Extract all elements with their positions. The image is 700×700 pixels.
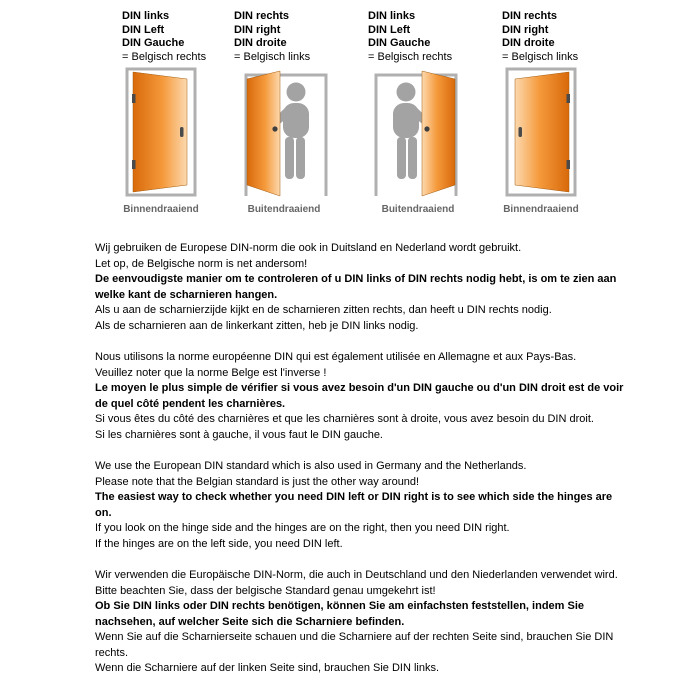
belgian-note: = Belgisch links (234, 50, 311, 63)
open-door-person-left-icon (234, 67, 334, 197)
paragraph-french (95, 350, 625, 443)
din-column-left-inward (122, 10, 207, 215)
closed-door-hinge-right-icon (505, 67, 577, 197)
text-line: Als u aan de scharnierzijde kijkt en de scharnieren zitten rechts, dan heeft u DIN rechts nodig. (95, 304, 552, 316)
hinge-bottom-icon (132, 160, 136, 169)
din-label-nl: DIN rechts (502, 10, 558, 22)
din-label-nl: DIN links (368, 10, 416, 22)
din-column-right-inward (502, 10, 580, 215)
text-line: If the hinges are on the left side, you need DIN left. (95, 537, 343, 550)
door-illustration (234, 67, 334, 197)
din-label-en: DIN right (234, 23, 281, 36)
text-line-bold: De eenvoudigste manier om te controleren of u DIN links of DIN rechts nodig hebt, is om te zien aan welke kant de scharnieren hangen. (95, 273, 617, 301)
hinge-top-icon (132, 94, 136, 103)
diagram-caption: Binnendraaiend (503, 204, 579, 215)
text-line: We use the European DIN standard which is also used in Germany and the Netherlands. (95, 460, 527, 472)
text-line-bold: The easiest way to check whether you need DIN left or DIN right is to see which side the hinges are on. (95, 491, 613, 519)
din-column-left-outward (368, 10, 468, 215)
door-illustration (502, 67, 580, 197)
text-line: Als de scharnieren aan de linkerkant zitten, heb je DIN links nodig. (95, 319, 419, 332)
closed-door-hinge-left-icon (125, 67, 197, 197)
text-line-bold: Ob Sie DIN links oder DIN rechts benötigen, können Sie am einfachsten feststellen, indem Sie nachsehen, auf welcher Seite sich die Scharniere befinden. (95, 600, 585, 628)
belgian-note: = Belgisch links (502, 50, 579, 63)
belgian-note: = Belgisch rechts (368, 50, 453, 63)
din-label-fr: DIN Gauche (122, 37, 185, 49)
din-label-en: DIN Left (368, 23, 411, 36)
text-line: Please note that the Belgian standard is just the other way around! (95, 475, 420, 488)
din-labels (502, 10, 580, 64)
door-handle-icon (180, 127, 184, 137)
din-label-fr: DIN droite (234, 37, 287, 49)
door-panel (515, 72, 569, 192)
paragraph-dutch (95, 241, 625, 334)
door-panel (247, 71, 280, 196)
text-line: Wir verwenden die Europäische DIN-Norm, die auch in Deutschland und den Niederlanden verwendet wird. (95, 569, 618, 581)
text-line: If you look on the hinge side and the hinges are on the right, then you need DIN right. (95, 522, 510, 534)
explanation-text-block (95, 241, 625, 677)
text-line: Veuillez noter que la norme Belge est l'inverse ! (95, 366, 327, 379)
din-label-nl: DIN links (122, 10, 170, 22)
door-handle-icon (424, 126, 429, 131)
diagram-caption: Binnendraaiend (123, 204, 199, 215)
door-panel (422, 71, 455, 196)
din-labels (368, 10, 468, 64)
belgian-note: = Belgisch rechts (122, 50, 207, 63)
din-label-en: DIN Left (122, 23, 165, 36)
hinge-top-icon (567, 94, 571, 103)
paragraph-german (95, 568, 625, 677)
text-line: Bitte beachten Sie, dass der belgische Standard genau umgekehrt ist! (95, 584, 436, 597)
paragraph-english (95, 459, 625, 552)
din-labels (234, 10, 334, 64)
din-labels (122, 10, 207, 64)
door-diagram-row (0, 10, 700, 215)
din-label-fr: DIN droite (502, 37, 555, 49)
door-handle-icon (272, 126, 277, 131)
door-panel (133, 72, 187, 192)
text-line: Let op, de Belgische norm is net andersom! (95, 257, 308, 270)
hinge-bottom-icon (567, 160, 571, 169)
text-line: Nous utilisons la norme européenne DIN qui est également utilisée en Allemagne et aux Pays-Bas. (95, 351, 577, 363)
din-label-en: DIN right (502, 23, 549, 36)
din-label-fr: DIN Gauche (368, 37, 431, 49)
open-door-person-right-icon (368, 67, 468, 197)
door-handle-icon (519, 127, 523, 137)
text-line: Wenn Sie auf die Scharnierseite schauen und die Scharniere auf der rechten Seite sind, brauchen Sie DIN rechts. (95, 631, 614, 659)
text-line: Si les charnières sont à gauche, il vous faut le DIN gauche. (95, 428, 383, 441)
text-line: Wenn die Scharniere auf der linken Seite sind, brauchen Sie DIN links. (95, 662, 440, 674)
din-column-right-outward (234, 10, 334, 215)
door-illustration (122, 67, 200, 197)
text-line: Si vous êtes du côté des charnières et que les charnières sont à droite, vous avez besoin du DIN droit. (95, 413, 594, 425)
text-line-bold: Le moyen le plus simple de vérifier si vous avez besoin d'un DIN gauche ou d'un DIN droit est de voir de quel côté pendent les charnières. (95, 382, 624, 410)
door-illustration (368, 67, 468, 197)
din-label-nl: DIN rechts (234, 10, 290, 22)
text-line: Wij gebruiken de Europese DIN-norm die ook in Duitsland en Nederland wordt gebruikt. (95, 242, 522, 254)
diagram-caption: Buitendraaiend (247, 204, 321, 215)
diagram-caption: Buitendraaiend (381, 204, 455, 215)
